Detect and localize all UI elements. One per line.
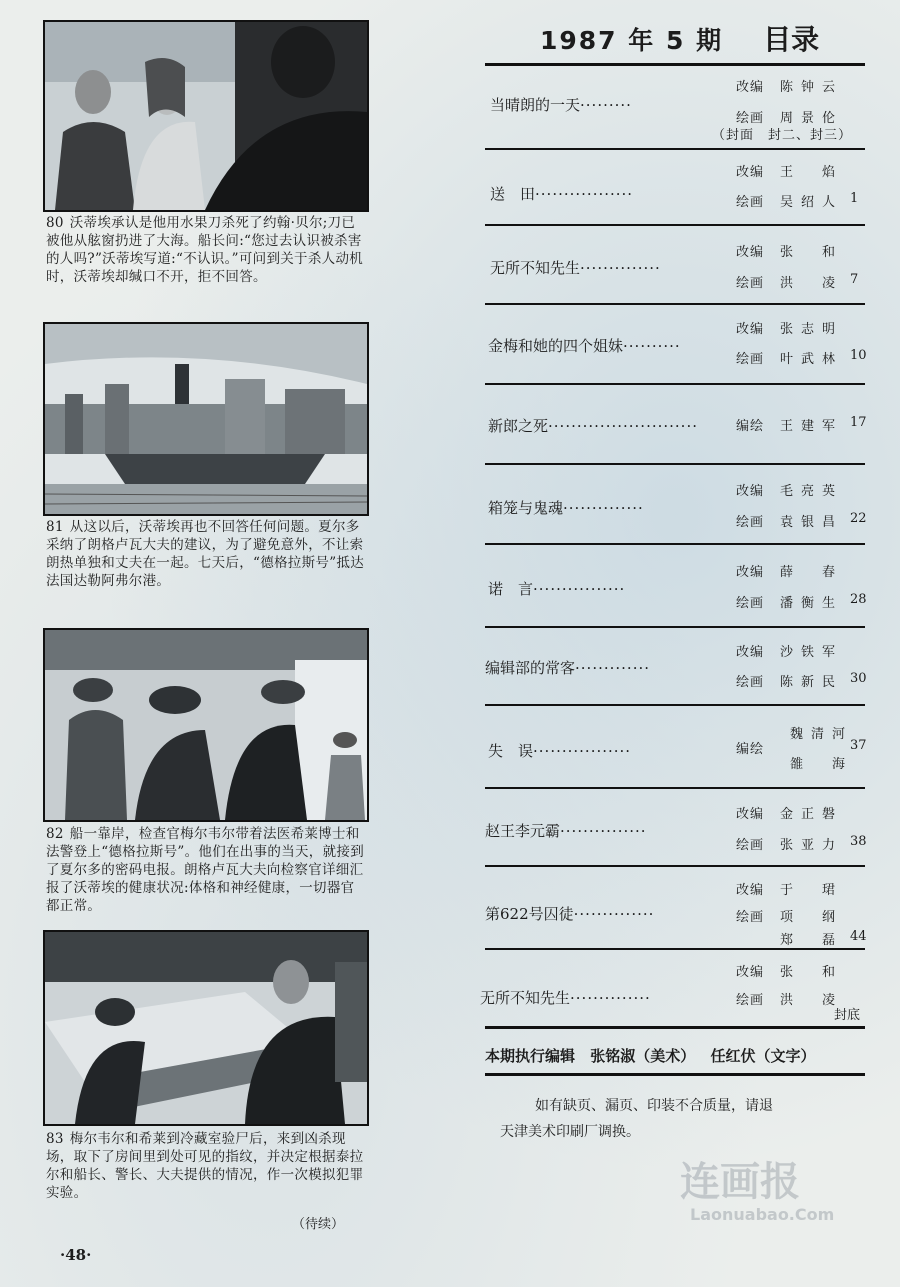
toc-credit: 绘画 叶武林: [736, 352, 844, 367]
toc-page-number: 10: [850, 348, 867, 363]
toc-credit: 绘画 吴绍人: [736, 195, 844, 210]
toc-page-number: 7: [850, 272, 859, 287]
toc-divider: [485, 865, 865, 867]
toc-entry-title[interactable]: 送 田·················: [490, 185, 634, 203]
toc-credit: 改编 张志明: [736, 322, 844, 337]
toc-credit: 改编 张 和: [736, 245, 844, 260]
toc-credit: 编绘: [736, 742, 765, 757]
toc-entry-title[interactable]: 赵王李元霸···············: [485, 822, 647, 840]
caption-83: 83 梅尔韦尔和希莱到冷藏室验尸后，来到凶杀现场，取下了房间里到处可见的指纹，并决定根据泰拉尔和船长、警长、大夫提供的情况，作一次模拟犯罪实验。: [46, 1131, 364, 1201]
toc-divider: [485, 148, 865, 150]
toc-credit: 绘画 张亚力: [736, 838, 844, 853]
toc-page-number: 28: [850, 592, 867, 607]
toc-page-number: 17: [850, 415, 867, 430]
toc-credit: 郑 磊: [780, 933, 844, 948]
issue-label: 1987 年 5 期: [540, 26, 724, 55]
toc-divider: [485, 787, 865, 789]
toc-credit: 改编 于 珺: [736, 883, 844, 898]
toc-divider: [485, 224, 865, 226]
toc-credit: 改编 毛亮英: [736, 484, 844, 499]
misprint-notice: 如有缺页、漏页、印装不合质量，请退: [535, 1098, 773, 1114]
toc-entry-title[interactable]: 金梅和她的四个姐妹··········: [488, 337, 681, 355]
toc-header: [540, 18, 870, 58]
page-number: ·48·: [60, 1246, 92, 1264]
cover-note: （封面 封二、封三）: [712, 128, 853, 143]
toc-credit: 绘画 洪 凌: [736, 993, 844, 1008]
toc-page-number: 封底: [834, 1008, 861, 1023]
toc-divider: [485, 463, 865, 465]
toc-credit: 编绘 王建军: [736, 419, 844, 434]
toc-credit: 改编 沙铁军: [736, 645, 844, 660]
comic-panel-83: [43, 930, 369, 1126]
toc-page-number: 44: [850, 929, 867, 944]
toc-credit: 改编 张 和: [736, 965, 844, 980]
toc-credit: 绘画 潘衡生: [736, 596, 844, 611]
watermark-url: Laonuabao.Com: [690, 1205, 835, 1224]
toc-divider: [485, 383, 865, 385]
toc-credit: 绘画 周景伦: [736, 111, 844, 126]
toc-credit: 绘画 袁银昌: [736, 515, 844, 530]
caption-80: 80 沃蒂埃承认是他用水果刀杀死了约翰·贝尔;刀已被他从舷窗扔进了大海。船长问:“您过去认识被杀害的人吗?”沃蒂埃写道:“不认识。”可问到关于杀人动机时，沃蒂埃却缄口不开，拒不回答。: [46, 215, 364, 285]
toc-credit: 魏清河: [790, 727, 854, 742]
toc-credit: 改编 陈钟云: [736, 80, 844, 95]
toc-credit: 改编 薛 春: [736, 565, 844, 580]
toc-divider: [485, 626, 865, 628]
toc-divider: [485, 303, 865, 305]
toc-credit: 绘画 洪 凌: [736, 276, 844, 291]
comic-panel-82: [43, 628, 369, 822]
toc-entry-title[interactable]: 无所不知先生··············: [480, 989, 651, 1007]
toc-entry-title[interactable]: 箱笼与鬼魂··············: [488, 499, 644, 517]
toc-divider: [485, 1026, 865, 1029]
toc-page-number: 37: [850, 738, 867, 753]
toc-title: 目录: [763, 23, 820, 56]
toc-credit: 改编 金正磐: [736, 807, 844, 822]
toc-entry-title[interactable]: 无所不知先生··············: [490, 259, 661, 277]
toc-entry-title[interactable]: 新郎之死··························: [488, 417, 698, 435]
toc-page-number: 30: [850, 671, 867, 686]
toc-page-number: 1: [850, 191, 859, 206]
toc-credit: 绘画 陈新民: [736, 675, 844, 690]
editors-rule: [485, 1073, 865, 1076]
toc-page-number: 22: [850, 511, 867, 526]
toc-entry-title[interactable]: 第622号囚徒··············: [485, 905, 655, 923]
comic-panel-80: [43, 20, 369, 212]
toc-entry-title[interactable]: 失 误·················: [488, 742, 632, 760]
toc-page-number: 38: [850, 834, 867, 849]
toc-divider: [485, 543, 865, 545]
watermark-logo: 连画报: [680, 1159, 800, 1205]
toc-divider: [485, 704, 865, 706]
misprint-notice-line2: 天津美术印刷厂调换。: [500, 1124, 640, 1140]
executive-editors: 本期执行编辑 张铭淑（美术） 任红伏（文字）: [485, 1047, 816, 1065]
comic-panel-81: [43, 322, 369, 516]
caption-82: 82 船一靠岸，检查官梅尔韦尔带着法医希莱博士和法警登上“德格拉斯号”。他们在出事的当天，就接到了夏尔多的密码电报。朗格卢瓦大夫向检察官详细汇报了沃蒂埃的健康状况:体格和神经健康，一切器官都正常。: [46, 826, 365, 914]
toc-entry-title[interactable]: 编辑部的常客·············: [485, 659, 651, 677]
toc-divider: [485, 948, 865, 950]
toc-credit: 绘画 项 纲: [736, 910, 844, 925]
caption-81: 81 从这以后，沃蒂埃再也不回答任何问题。夏尔多采纳了朗格卢瓦大夫的建议，为了避免意外，不让索朗热单独和丈夫在一起。七天后，“德格拉斯号”抵达法国达勒阿弗尔港。: [46, 519, 365, 589]
header-rule: [485, 63, 865, 66]
to-be-continued: （待续）: [292, 1217, 345, 1232]
toc-credit: 改编 王 焰: [736, 165, 844, 180]
toc-entry-title[interactable]: 当晴朗的一天·········: [490, 96, 632, 114]
toc-credit: 雒 海: [790, 757, 854, 772]
toc-entry-title[interactable]: 诺 言················: [488, 580, 626, 598]
